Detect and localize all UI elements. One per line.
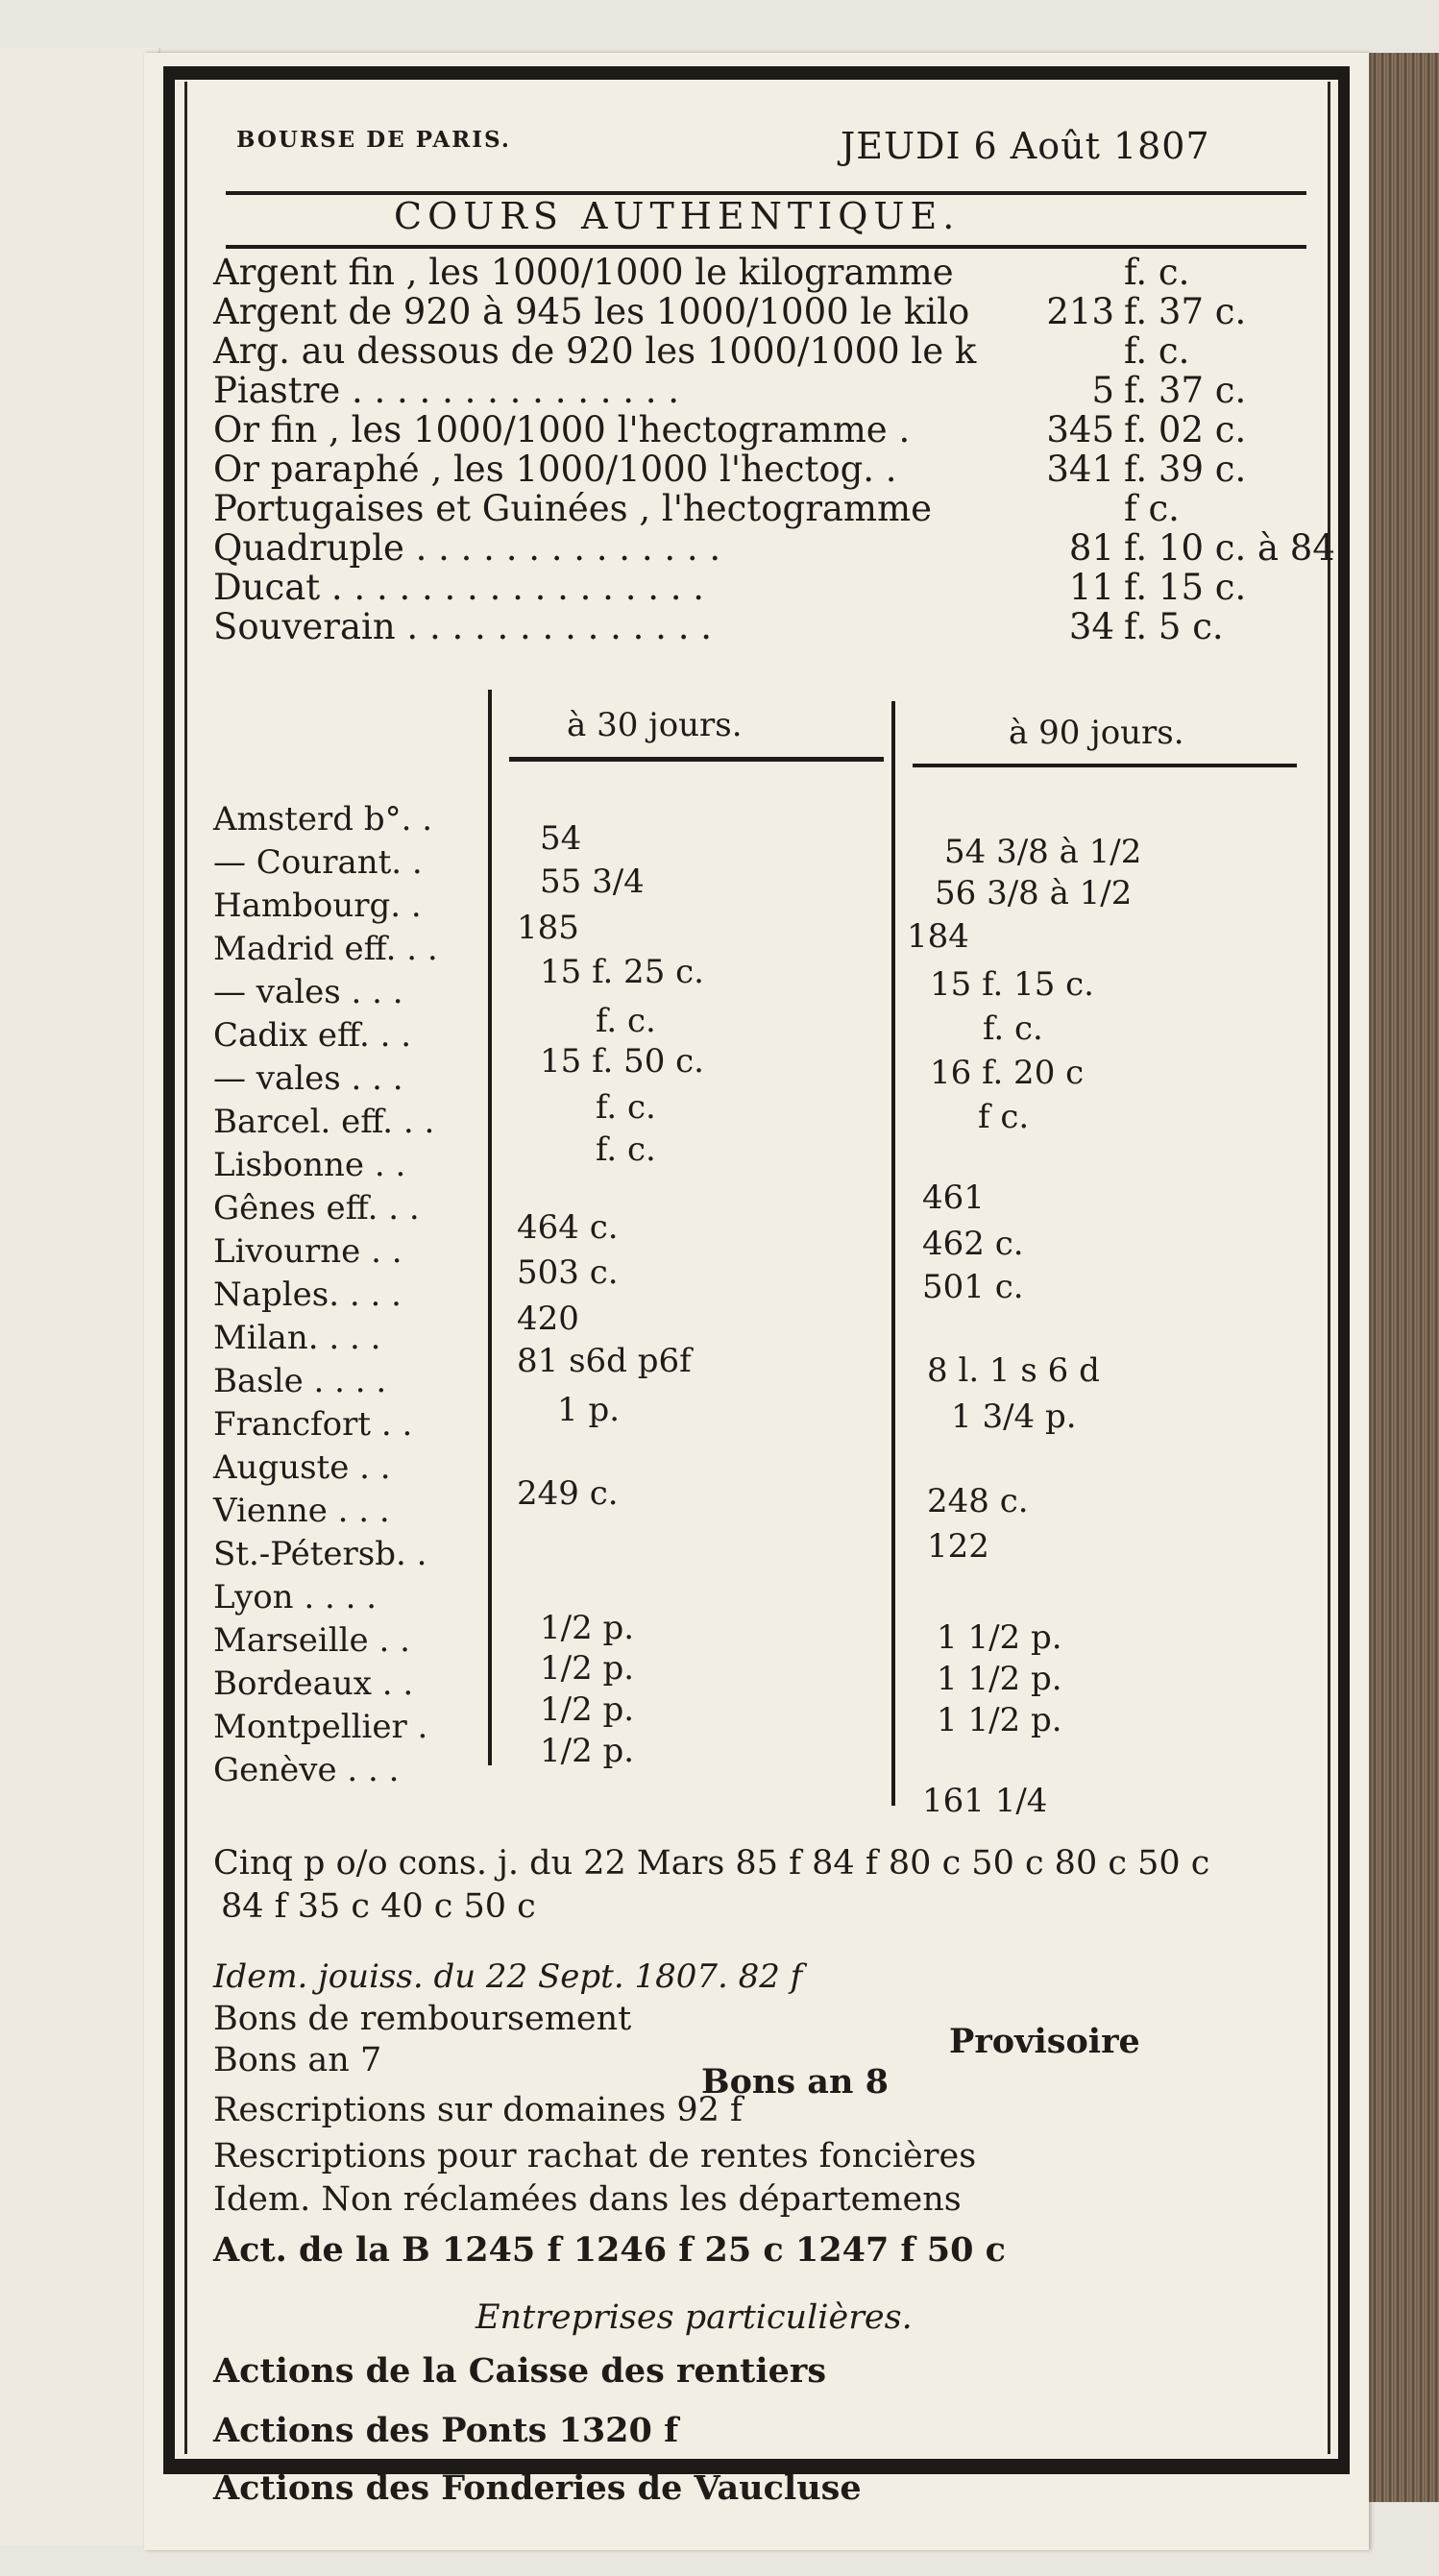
city-name: Gênes eff. . . — [213, 1189, 420, 1227]
rate-30-days: 15 f. 25 c. — [540, 953, 704, 991]
rate-30-days: 54 — [540, 819, 582, 858]
metal-price: f. 02 c. — [1124, 409, 1247, 450]
metal-francs: 213 — [1046, 291, 1114, 332]
rate-90-days: 8 l. 1 s 6 d — [927, 1351, 1100, 1390]
metal-price: f c. — [1124, 488, 1180, 529]
rate-30-days: 15 f. 50 c. — [540, 1042, 704, 1081]
page-title: COURS AUTHENTIQUE. — [394, 195, 961, 237]
rate-30-days: 81 s6d p6f — [517, 1342, 692, 1380]
city-name: Amsterd b°. . — [213, 800, 433, 838]
metal-price: f. 37 c. — [1124, 291, 1247, 332]
rate-90-days: f c. — [978, 1098, 1030, 1136]
title-rule-bottom — [226, 245, 1306, 249]
rate-90-days: 161 1/4 — [922, 1782, 1048, 1820]
metal-label: Quadruple . . . . . . . . . . . . . . — [213, 527, 721, 569]
city-name: Lyon . . . . — [213, 1578, 378, 1616]
entreprises-heading: Entreprises particulières. — [476, 2298, 913, 2337]
rate-90-days: 122 — [927, 1527, 989, 1566]
metal-francs: 5 — [1091, 370, 1114, 411]
city-name: Basle . . . . — [213, 1362, 387, 1400]
rate-30-days: 1/2 p. — [540, 1649, 635, 1688]
rate-90-days: 501 c. — [922, 1268, 1024, 1306]
metal-price: f. 39 c. — [1124, 449, 1247, 490]
city-name: — vales . . . — [213, 973, 403, 1011]
inner-rule-left — [184, 82, 187, 2454]
rate-30-days: 420 — [517, 1300, 579, 1338]
rate-90-days: 1 1/2 p. — [937, 1618, 1062, 1657]
city-name: Madrid eff. . . — [213, 930, 438, 968]
rate-90-days: 54 3/8 à 1/2 — [944, 833, 1142, 871]
city-name: Vienne . . . — [213, 1492, 390, 1530]
header-rule — [913, 764, 1297, 767]
rate-90-days: 462 c. — [922, 1225, 1024, 1263]
rate-30-days: 55 3/4 — [540, 863, 645, 901]
masthead-date: JEUDI 6 Août 1807 — [841, 125, 1210, 167]
rate-90-days: 248 c. — [927, 1482, 1029, 1520]
city-name: Cadix eff. . . — [213, 1016, 412, 1055]
metal-francs: 34 — [1068, 606, 1114, 647]
idem-non-reclamees: Idem. Non réclamées dans les départemens — [213, 2180, 962, 2219]
city-name: — vales . . . — [213, 1059, 403, 1098]
bons-an-8: Bons an 8 — [701, 2062, 889, 2102]
frame-top — [163, 66, 1350, 80]
metal-price: f. 37 c. — [1124, 370, 1247, 411]
rate-30-days: 464 c. — [517, 1208, 619, 1247]
actions-ponts: Actions des Ponts 1320 f — [213, 2411, 679, 2450]
rate-30-days: 1/2 p. — [540, 1732, 635, 1770]
metal-label: Argent fin , les 1000/1000 le kilogramme — [213, 252, 954, 293]
rate-30-days: 503 c. — [517, 1253, 619, 1292]
city-name: Barcel. eff. . . — [213, 1103, 435, 1141]
frame-right — [1338, 66, 1350, 2474]
metal-francs: 345 — [1046, 409, 1114, 450]
column-header-90-days: à 90 jours. — [1009, 714, 1184, 752]
city-name: Montpellier . — [213, 1708, 428, 1746]
rate-30-days: 1 p. — [557, 1391, 621, 1429]
city-name: St.-Pétersb. . — [213, 1535, 427, 1573]
rate-90-days: 15 f. 15 c. — [930, 965, 1094, 1004]
rate-30-days: 185 — [517, 909, 579, 947]
metal-label: Portugaises et Guinées , l'hectogramme — [213, 488, 933, 529]
city-name: Marseille . . — [213, 1621, 410, 1660]
metal-label: Ducat . . . . . . . . . . . . . . . . . — [213, 567, 705, 608]
frame-left — [163, 66, 175, 2474]
rate-30-days: 249 c. — [517, 1474, 619, 1513]
metal-price: f. c. — [1124, 330, 1190, 372]
city-name: — Courant. . — [213, 843, 423, 882]
column-header-30-days: à 30 jours. — [567, 706, 743, 744]
rate-90-days: 1 1/2 p. — [937, 1660, 1062, 1698]
city-name: Auguste . . — [213, 1448, 391, 1487]
idem-jouissance — [213, 1957, 802, 1996]
column-rule — [891, 701, 895, 1806]
city-name: Bordeaux . . — [213, 1665, 414, 1703]
cinq-pour-cent-line-2: 84 f 35 c 40 c 50 c — [221, 1887, 536, 1926]
metal-price: f. 15 c. — [1124, 567, 1247, 608]
rate-30-days: f. c. — [596, 1002, 656, 1040]
masthead-left: BOURSE DE PARIS. — [236, 127, 511, 153]
facing-page — [0, 48, 160, 2545]
rescriptions-domaines: Rescriptions sur domaines 92 f — [213, 2091, 743, 2129]
metal-label: Or fin , les 1000/1000 l'hectogramme . — [213, 409, 911, 450]
idem-jouissance-text: Idem. jouiss. du 22 Sept. 1807. 82 f — [213, 1957, 803, 1996]
cinq-pour-cent-line: Cinq p o/o cons. j. du 22 Mars 85 f 84 f 80 c 50 c 80 c 50 c — [213, 1844, 1210, 1883]
city-name: Francfort . . — [213, 1405, 413, 1444]
rate-90-days: 461 — [922, 1179, 985, 1217]
bons-an-7: Bons an 7 — [213, 2041, 382, 2079]
city-name: Livourne . . — [213, 1232, 402, 1271]
newspaper-page — [144, 53, 1369, 2550]
metal-francs: 11 — [1068, 567, 1114, 608]
rate-90-days: 184 — [907, 917, 969, 956]
actions-banque: Act. de la B 1245 f 1246 f 25 c 1247 f 50 c — [213, 2230, 1006, 2270]
actions-caisse: Actions de la Caisse des rentiers — [213, 2351, 827, 2391]
rate-90-days: f. c. — [983, 1009, 1043, 1048]
rate-90-days: 1 3/4 p. — [951, 1397, 1077, 1436]
metal-label: Or paraphé , les 1000/1000 l'hectog. . — [213, 449, 897, 490]
metal-price: f. c. — [1124, 252, 1190, 293]
metal-francs: 81 — [1068, 527, 1114, 569]
rate-90-days: 56 3/8 à 1/2 — [935, 874, 1133, 912]
city-name: Genève . . . — [213, 1751, 400, 1789]
metal-label: Arg. au dessous de 920 les 1000/1000 le k — [213, 330, 977, 372]
rescriptions-rachat: Rescriptions pour rachat de rentes foncières — [213, 2137, 977, 2175]
header-rule — [509, 757, 884, 762]
metal-label: Piastre . . . . . . . . . . . . . . . — [213, 370, 680, 411]
metal-label: Souverain . . . . . . . . . . . . . . — [213, 606, 712, 647]
metal-label: Argent de 920 à 945 les 1000/1000 le kilo — [213, 291, 970, 332]
metal-francs: 341 — [1046, 449, 1114, 490]
metal-price: f. 5 c. — [1124, 606, 1224, 647]
city-name: Milan. . . . — [213, 1319, 381, 1357]
rate-30-days: f. c. — [596, 1088, 656, 1127]
column-rule — [488, 690, 492, 1765]
rate-90-days: 16 f. 20 c — [930, 1054, 1085, 1092]
rate-90-days: 1 1/2 p. — [937, 1701, 1062, 1739]
city-name: Lisbonne . . — [213, 1146, 406, 1184]
city-name: Naples. . . . — [213, 1276, 402, 1314]
provisoire-label: Provisoire — [949, 2022, 1140, 2061]
rate-30-days: 1/2 p. — [540, 1690, 635, 1729]
inner-rule-right — [1328, 82, 1330, 2454]
rate-30-days: f. c. — [596, 1130, 656, 1169]
bons-remboursement: Bons de remboursement — [213, 2000, 632, 2038]
metal-price: f. 10 c. à 84 — [1124, 527, 1335, 569]
actions-fonderies: Actions des Fonderies de Vaucluse — [213, 2468, 862, 2508]
city-name: Hambourg. . — [213, 887, 422, 925]
rate-30-days: 1/2 p. — [540, 1609, 635, 1647]
